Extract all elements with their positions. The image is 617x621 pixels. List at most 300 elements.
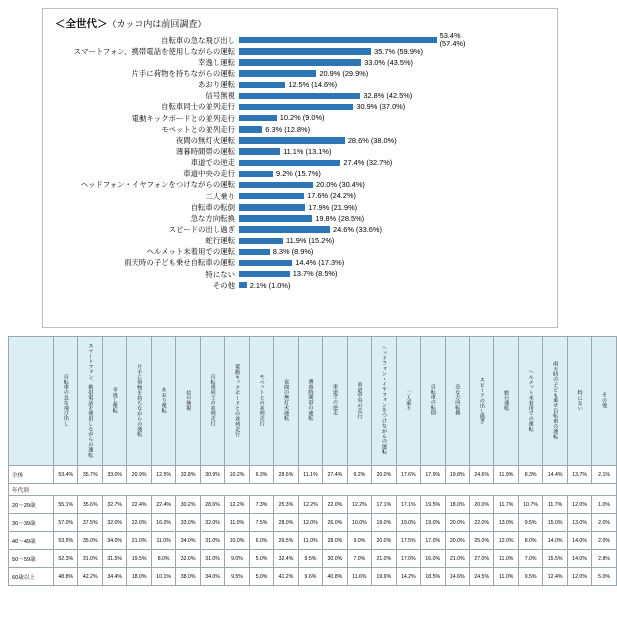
chart-value-label: 17.9% (21.9%) <box>308 202 358 212</box>
chart-row <box>43 236 557 247</box>
table-column-header: 片手に荷物を持ちながらの運転 <box>127 337 151 466</box>
table-header-row <box>9 337 617 466</box>
chart-bar <box>239 160 340 166</box>
table-cell: 17.1% <box>372 496 396 514</box>
chart-value-label: 20.9% (29.9%) <box>319 68 369 78</box>
chart-bar <box>239 148 280 154</box>
chart-value-label: 17.6% (24.2%) <box>307 191 356 201</box>
table-column-header: ヘッドフォン・イヤフォンをつけながらの運転 <box>372 337 396 466</box>
table-cell: 18.0% <box>127 568 151 586</box>
table-cell: 12.0% <box>494 532 518 550</box>
chart-category-label: スマートフォン、携帯電話を使用しながらの運転 <box>73 46 235 56</box>
table-row <box>9 532 617 550</box>
chart-value-label: 28.6% (38.0%) <box>347 135 397 145</box>
chart-value-label: 24.6% (33.6%) <box>333 224 382 234</box>
table-cell: 20.0% <box>445 532 469 550</box>
table-cell: 9.5% <box>518 514 542 532</box>
table-cell: 24.6% <box>469 466 493 484</box>
table-cell: 28.0% <box>274 514 298 532</box>
table-cell: 17.0% <box>396 550 420 568</box>
table-row-header: 50～59歳 <box>9 550 54 568</box>
chart-category-label: モペットとの並列走行 <box>161 124 235 134</box>
chart-category-label: 特にない <box>205 269 235 279</box>
chart-bar <box>239 104 353 110</box>
chart-bar <box>239 282 247 288</box>
table-cell: 14.0% <box>567 532 591 550</box>
table-column-header: 自転車の急な飛び出し <box>54 337 78 466</box>
chart-bars <box>43 31 557 323</box>
table-head <box>9 337 617 466</box>
table-cell: 16.0% <box>421 550 445 568</box>
chart-value-label: 33.0% (43.5%) <box>364 57 413 67</box>
table-cell: 20.0% <box>469 496 493 514</box>
table-cell: 53.5% <box>54 532 78 550</box>
table-column-header: 自転車同士の並列走行 <box>200 337 224 466</box>
chart-bar-track <box>239 191 557 202</box>
table-body <box>9 466 617 586</box>
chart-bar-track <box>239 124 557 135</box>
chart-row <box>43 31 557 48</box>
chart-bar <box>239 115 277 121</box>
chart-value-label: 6.3% (12.8%) <box>265 124 311 134</box>
table-cell: 14.4% <box>543 466 567 484</box>
table-row-header: 30～39歳 <box>9 514 54 532</box>
table-cell: 40.8% <box>323 568 347 586</box>
table-cell: 18.0% <box>445 496 469 514</box>
table-cell: 12.0% <box>567 496 591 514</box>
chart-bar <box>239 182 313 188</box>
chart-row <box>43 280 557 291</box>
table-cell: 6.0% <box>249 532 273 550</box>
table-cell: 12.2% <box>298 496 322 514</box>
chart-bar-track <box>239 236 557 247</box>
table-cell: 52.3% <box>54 550 78 568</box>
table-column-header: 車道での逆走 <box>323 337 347 466</box>
chart-value-label: 10.2% (9.0%) <box>279 113 325 123</box>
table-cell: 30.2% <box>176 496 200 514</box>
chart-category-label: ヘルメット未着用での運転 <box>146 247 235 257</box>
table-column-header: 特にない <box>567 337 591 466</box>
chart-row <box>43 180 557 191</box>
chart-bar-track <box>239 135 557 146</box>
chart-bar <box>239 226 330 232</box>
table-cell: 25.0% <box>469 532 493 550</box>
table-column-header: 雨天時の子ども乗せ自転車の運転 <box>543 337 567 466</box>
table-cell: 19.0% <box>421 514 445 532</box>
table-cell: 25.3% <box>274 496 298 514</box>
table-cell: 10.2% <box>225 466 249 484</box>
chart-bar-track <box>239 80 557 91</box>
table-row <box>9 514 617 532</box>
chart-title-text: ＜全世代＞ <box>55 18 108 30</box>
chart-row <box>43 146 557 157</box>
table-cell: 20.0% <box>372 466 396 484</box>
chart-row <box>43 191 557 202</box>
table-cell: 15.0% <box>543 514 567 532</box>
chart-bar-track <box>239 146 557 157</box>
table-cell: 10.7% <box>518 496 542 514</box>
chart-bar-track <box>239 202 557 213</box>
chart-bar <box>239 204 305 210</box>
chart-value-label: 27.4% (32.7%) <box>343 158 393 168</box>
table-cell: 8.3% <box>518 466 542 484</box>
table-cell: 9.5% <box>225 568 249 586</box>
table-cell: 31.5% <box>102 550 126 568</box>
table-cell: 14.2% <box>396 568 420 586</box>
chart-category-label: ヘッドフォン・イヤフォンをつけながらの運転 <box>80 180 235 190</box>
chart-value-label: 12.5% (14.6%) <box>288 80 338 90</box>
table-column-header: 蛇行運転 <box>494 337 518 466</box>
chart-bar <box>239 171 273 177</box>
table-column-header: 自転車の転倒 <box>421 337 445 466</box>
chart-bar-track <box>239 91 557 102</box>
table-row-header: 40～49歳 <box>9 532 54 550</box>
table-column-header: 夜間の無灯火運転 <box>274 337 298 466</box>
chart-bar-track <box>239 68 557 79</box>
table-cell: 7.0% <box>347 550 371 568</box>
chart-value-label: 35.7% (59.9%) <box>374 46 423 56</box>
chart-row <box>43 213 557 224</box>
table-cell: 2.0% <box>592 514 616 532</box>
table-cell: 9.2% <box>347 466 371 484</box>
table-cell: 7.3% <box>249 496 273 514</box>
table-cell: 28.6% <box>274 466 298 484</box>
table-column-header: 二人乗り <box>396 337 420 466</box>
chart-category-label: 幸逸し運転 <box>198 57 235 67</box>
chart-row <box>43 158 557 169</box>
table-cell: 17.5% <box>396 532 420 550</box>
table-cell: 19.5% <box>421 496 445 514</box>
table-column-header: あおり運転 <box>151 337 175 466</box>
table-row <box>9 568 617 586</box>
chart-category-label: 片手に荷物を持ちながらの運転 <box>131 68 235 78</box>
chart-value-label: 53.4% (57.4%) <box>439 31 466 48</box>
table-cell: 11.0% <box>298 532 322 550</box>
chart-bar <box>239 93 360 99</box>
table-cell: 13.7% <box>567 466 591 484</box>
table-cell: 38.0% <box>176 568 200 586</box>
table-cell: 11.0% <box>151 532 175 550</box>
table-cell: 11.7% <box>494 496 518 514</box>
table-cell: 17.9% <box>421 466 445 484</box>
chart-category-label: 信号無視 <box>205 91 235 101</box>
chart-bar-track <box>239 224 557 235</box>
table-cell: 22.0% <box>323 496 347 514</box>
table-column-header: その他 <box>592 337 616 466</box>
chart-value-label: 14.4% (17.3%) <box>295 258 345 268</box>
table-cell: 55.1% <box>54 496 78 514</box>
table-cell: 28.6% <box>200 496 224 514</box>
chart-bar <box>239 238 283 244</box>
table-cell: 31.0% <box>78 550 102 568</box>
chart-category-label: 電動キックボードとの並列走行 <box>131 113 235 123</box>
table-column-header: 車道中央の走行 <box>347 337 371 466</box>
chart-bar <box>239 59 361 65</box>
table-cell: 17.1% <box>396 496 420 514</box>
table-cell: 12.2% <box>225 496 249 514</box>
table-corner-cell <box>9 337 54 466</box>
table-cell: 8.0% <box>151 550 175 568</box>
chart-bar <box>239 271 290 277</box>
table-cell: 6.3% <box>249 466 273 484</box>
table-cell: 10.0% <box>347 514 371 532</box>
table-cell: 27.0% <box>469 550 493 568</box>
table-cell: 22.4% <box>127 496 151 514</box>
table-cell: 33.0% <box>102 466 126 484</box>
table-cell: 9.0% <box>225 550 249 568</box>
table-cell: 11.0% <box>494 550 518 568</box>
table-cell: 7.0% <box>518 550 542 568</box>
table-cell: 34.4% <box>102 568 126 586</box>
chart-row <box>43 202 557 213</box>
chart-value-label: 19.8% (28.5%) <box>315 213 365 223</box>
table-column-header: スマートフォン、携帯電話を使用しながらの運転 <box>78 337 102 466</box>
table-cell: 11.0% <box>225 514 249 532</box>
table-column-header: モペットとの並列走行 <box>249 337 273 466</box>
table-cell: 10.0% <box>225 532 249 550</box>
table-cell: 9.5% <box>518 568 542 586</box>
table-cell: 21.0% <box>127 532 151 550</box>
table-cell: 5.0% <box>249 550 273 568</box>
chart-value-label: 11.9% (15.2%) <box>286 236 335 246</box>
table-cell: 42.2% <box>78 568 102 586</box>
table-cell: 10.1% <box>151 568 175 586</box>
table-cell: 16.0% <box>151 514 175 532</box>
table-cell: 17.0% <box>421 532 445 550</box>
chart-panel <box>42 8 558 328</box>
table-cell: 19.0% <box>372 514 396 532</box>
chart-row <box>43 91 557 102</box>
table-row <box>9 466 617 484</box>
table-row-header: 全体 <box>9 466 54 484</box>
table-cell: 35.6% <box>78 496 102 514</box>
table-cell: 12.4% <box>543 568 567 586</box>
table-cell: 37.5% <box>78 514 102 532</box>
table-cell: 19.9% <box>372 568 396 586</box>
chart-bar <box>239 260 292 266</box>
chart-category-label: その他 <box>212 280 235 290</box>
chart-bar-track <box>239 280 557 291</box>
table-cell: 32.7% <box>102 496 126 514</box>
table-cell: 34.0% <box>176 532 200 550</box>
table-cell: 21.0% <box>445 550 469 568</box>
table-cell: 13.0% <box>494 514 518 532</box>
table-cell: 31.0% <box>200 550 224 568</box>
table-cell: 57.0% <box>54 514 78 532</box>
table-column-header: 薄暮時間帯の運転 <box>298 337 322 466</box>
table-cell: 22.4% <box>151 496 175 514</box>
table-cell: 20.9% <box>127 466 151 484</box>
chart-row <box>43 80 557 91</box>
table-cell: 35.0% <box>78 532 102 550</box>
chart-bar <box>239 215 312 221</box>
table-cell: 32.0% <box>102 514 126 532</box>
table-cell: 24.5% <box>469 568 493 586</box>
chart-bar-track <box>239 169 557 180</box>
table-cell: 28.0% <box>323 532 347 550</box>
table-row-header: 20～29歳 <box>9 496 54 514</box>
chart-value-label: 20.0% (30.4%) <box>316 180 365 190</box>
table-column-header: 電動キックボードとの並列走行 <box>225 337 249 466</box>
chart-row <box>43 113 557 124</box>
table-cell: 33.0% <box>176 514 200 532</box>
table-cell: 14.0% <box>567 550 591 568</box>
table-cell: 2.1% <box>592 466 616 484</box>
chart-row <box>43 224 557 235</box>
table-cell: 53.4% <box>54 466 78 484</box>
table-cell: 5.0% <box>592 568 616 586</box>
chart-bar-track <box>239 269 557 280</box>
table-cell: 32.4% <box>274 550 298 568</box>
table-cell: 11.1% <box>298 466 322 484</box>
table-row <box>9 496 617 514</box>
chart-row <box>43 258 557 269</box>
table-cell: 11.9% <box>494 466 518 484</box>
chart-category-label: 車道中央の走行 <box>183 169 235 179</box>
chart-row <box>43 124 557 135</box>
chart-value-label: 8.3% (8.9%) <box>272 247 314 257</box>
table-cell: 8.0% <box>518 532 542 550</box>
table-column-header: 急な方向転換 <box>445 337 469 466</box>
table-cell: 22.0% <box>127 514 151 532</box>
table-cell: 5.0% <box>249 568 273 586</box>
table-cell: 30.9% <box>200 466 224 484</box>
table-group-row <box>9 484 617 496</box>
table-cell: 20.0% <box>372 532 396 550</box>
table-cell: 30.0% <box>323 550 347 568</box>
chart-bar-track <box>239 113 557 124</box>
table-row-header: 60歳以上 <box>9 568 54 586</box>
table-cell: 22.0% <box>469 514 493 532</box>
table-cell: 35.7% <box>78 466 102 484</box>
table-cell: 13.0% <box>567 514 591 532</box>
table-cell: 9.6% <box>298 568 322 586</box>
table-cell: 11.0% <box>494 568 518 586</box>
chart-bar <box>239 193 304 199</box>
table-cell: 2.0% <box>592 532 616 550</box>
table-cell: 12.0% <box>298 514 322 532</box>
chart-category-label: 薄暮時間帯の運転 <box>175 146 235 156</box>
table-column-header: スピードの出し過ぎ <box>469 337 493 466</box>
table-cell: 14.6% <box>445 568 469 586</box>
table-group-label: 年代別 <box>9 484 617 496</box>
table-cell: 12.0% <box>567 568 591 586</box>
table-cell: 29.5% <box>274 532 298 550</box>
table-cell: 2.8% <box>592 550 616 568</box>
chart-bar-track <box>239 247 557 258</box>
table-cell: 11.7% <box>543 496 567 514</box>
chart-bar <box>239 82 285 88</box>
table-cell: 19.5% <box>127 550 151 568</box>
table-row <box>9 550 617 568</box>
chart-row <box>43 135 557 146</box>
table-cell: 32.0% <box>200 514 224 532</box>
chart-bar <box>239 126 262 132</box>
table-cell: 34.0% <box>102 532 126 550</box>
chart-row <box>43 102 557 113</box>
chart-bar-track <box>239 180 557 191</box>
table-cell: 12.2% <box>347 496 371 514</box>
table-cell: 21.0% <box>372 550 396 568</box>
chart-category-label: 雨天時の子ども乗せ自転車の運転 <box>124 258 235 268</box>
chart-row <box>43 169 557 180</box>
data-table-wrap <box>8 336 610 614</box>
table-cell: 9.0% <box>347 532 371 550</box>
table-cell: 32.8% <box>176 466 200 484</box>
table-cell: 26.0% <box>323 514 347 532</box>
chart-category-label: 急な方向転換 <box>190 213 235 223</box>
chart-value-label: 2.1% (1.0%) <box>249 280 291 290</box>
chart-bar <box>239 137 345 143</box>
chart-bar <box>239 249 270 255</box>
chart-bar-track <box>239 258 557 269</box>
chart-category-label: 自転車同士の並列走行 <box>161 102 235 112</box>
chart-row <box>43 247 557 258</box>
table-column-header: 幸逸し運転 <box>102 337 126 466</box>
chart-bar-track <box>239 158 557 169</box>
table-cell: 19.8% <box>445 466 469 484</box>
chart-category-label: 車道での逆走 <box>190 158 235 168</box>
table-cell: 17.6% <box>396 466 420 484</box>
chart-row <box>43 57 557 68</box>
table-cell: 27.4% <box>323 466 347 484</box>
table-cell: 9.5% <box>298 550 322 568</box>
table-cell: 34.0% <box>200 568 224 586</box>
chart-value-label: 30.9% (37.0%) <box>356 102 406 112</box>
chart-bar-track <box>239 102 557 113</box>
table-cell: 32.0% <box>176 550 200 568</box>
chart-category-label: 二人乗り <box>205 191 235 201</box>
table-cell: 7.5% <box>249 514 273 532</box>
table-cell: 11.6% <box>347 568 371 586</box>
chart-row <box>43 269 557 280</box>
chart-category-label: スピードの出し過ぎ <box>168 224 235 234</box>
chart-bar-track <box>239 57 557 68</box>
chart-bar <box>239 37 437 43</box>
chart-value-label: 32.8% (42.5%) <box>363 91 413 101</box>
table-cell: 14.0% <box>543 532 567 550</box>
chart-category-label: 自転車の急な飛び出し <box>161 35 235 45</box>
chart-subtitle: （カッコ内は前回調査） <box>107 19 207 29</box>
chart-bar <box>239 70 316 76</box>
table-column-header: 信号無視 <box>176 337 200 466</box>
chart-value-label: 13.7% (8.5%) <box>292 269 338 279</box>
chart-bar <box>239 48 371 54</box>
table-cell: 31.0% <box>200 532 224 550</box>
chart-title <box>55 16 206 31</box>
chart-bar-track <box>239 46 557 57</box>
data-table <box>8 336 617 586</box>
table-cell: 19.0% <box>396 514 420 532</box>
table-cell: 1.0% <box>592 496 616 514</box>
table-cell: 15.5% <box>543 550 567 568</box>
chart-value-label: 11.1% (13.1%) <box>283 146 332 156</box>
table-cell: 20.0% <box>445 514 469 532</box>
chart-bar-track <box>239 213 557 224</box>
chart-value-label: 9.2% (15.7%) <box>276 169 321 179</box>
chart-category-label: 夜間の無灯火運転 <box>175 135 235 145</box>
chart-category-label: 蛇行運転 <box>205 236 235 246</box>
table-cell: 48.8% <box>54 568 78 586</box>
chart-row <box>43 46 557 57</box>
table-cell: 12.5% <box>151 466 175 484</box>
chart-bar-track <box>239 31 557 48</box>
table-column-header: ヘルメット未着用での運転 <box>518 337 542 466</box>
chart-category-label: あおり運転 <box>198 80 235 90</box>
table-cell: 41.2% <box>274 568 298 586</box>
chart-category-label: 自転車の転倒 <box>190 202 235 212</box>
chart-row <box>43 68 557 79</box>
